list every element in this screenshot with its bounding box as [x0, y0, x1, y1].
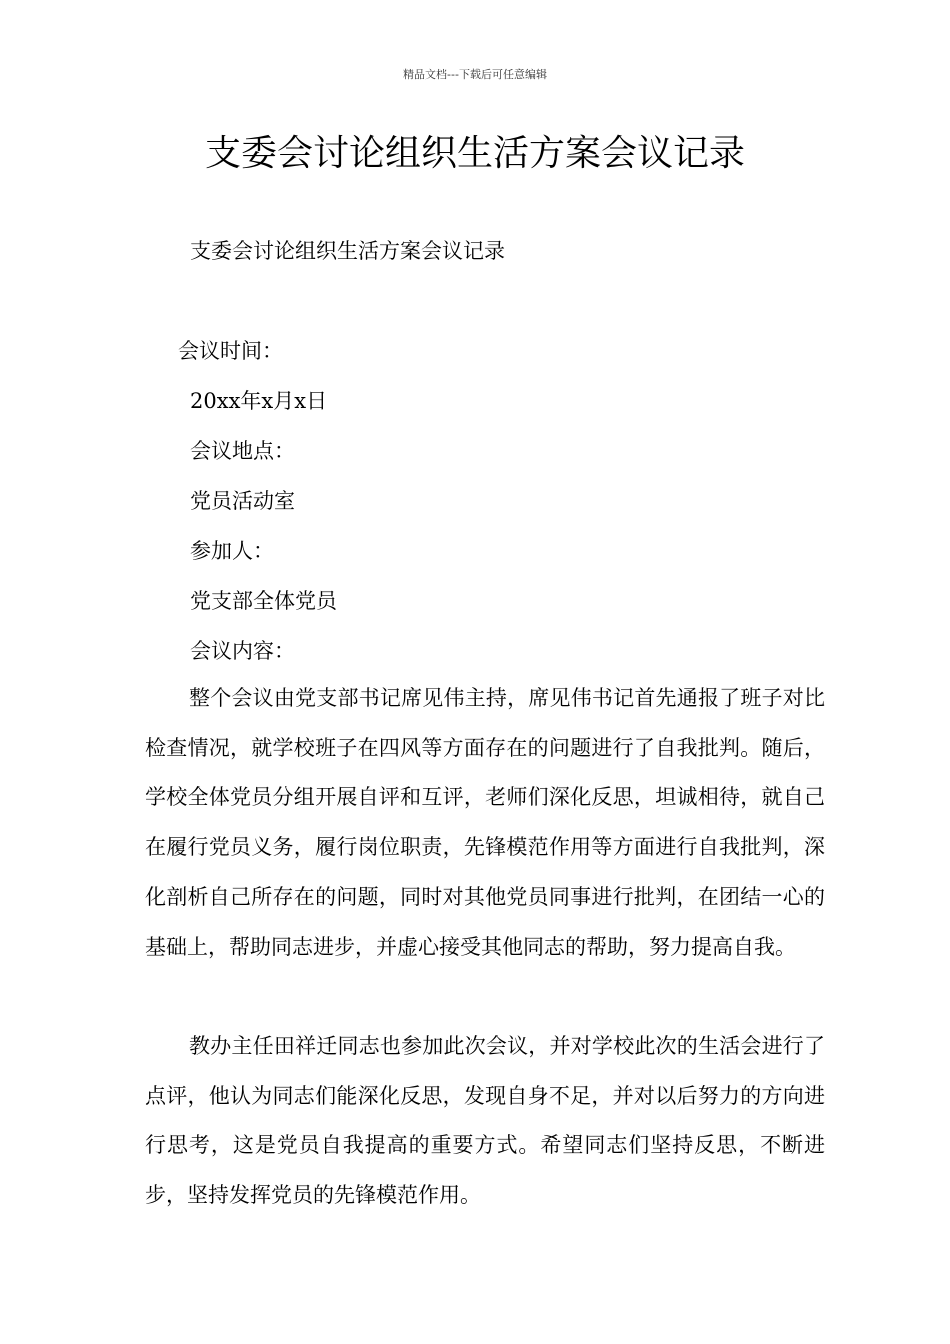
- meeting-place-label: 会议地点：: [190, 439, 295, 463]
- content-paragraph-1: 整个会议由党支部书记席见伟主持，席见伟书记首先通报了班子对比检查情况，就学校班子在四风等方面存在的问题进行了自我批判。随后，学校全体党员分组开展自评和互评，老师们深化反思，坦诚相待，就自己在履行党员义务，履行岗位职责，先锋模范作用等方面进行自我批判，深化剖析自己所存在的问题，同时对其他党员同事进行批判，在团结一心的基础上，帮助同志进步，并虚心接受其他同志的帮助，努力提高自我。: [145, 686, 825, 959]
- document-subtitle: 支委会讨论组织生活方案会议记录: [190, 239, 505, 263]
- meeting-time-label: 会议时间：: [178, 339, 283, 363]
- content-paragraph-2: 教办主任田祥迁同志也参加此次会议，并对学校此次的生活会进行了点评，他认为同志们能深化反思，发现自身不足，并对以后努力的方向进行思考，这是党员自我提高的重要方式。希望同志们坚持反思，不断进步，坚持发挥党员的先锋模范作用。: [145, 1034, 825, 1208]
- meeting-time-value: 20xx年x月x日: [190, 389, 328, 413]
- header-note: 精品文档---下载后可任意编辑: [403, 68, 547, 81]
- meeting-content-label: 会议内容：: [190, 639, 295, 663]
- meeting-place-value: 党员活动室: [190, 489, 295, 513]
- document-title: 支委会讨论组织生活方案会议记录: [204, 133, 745, 174]
- attendees-value: 党支部全体党员: [190, 589, 337, 613]
- attendees-label: 参加人：: [190, 539, 274, 563]
